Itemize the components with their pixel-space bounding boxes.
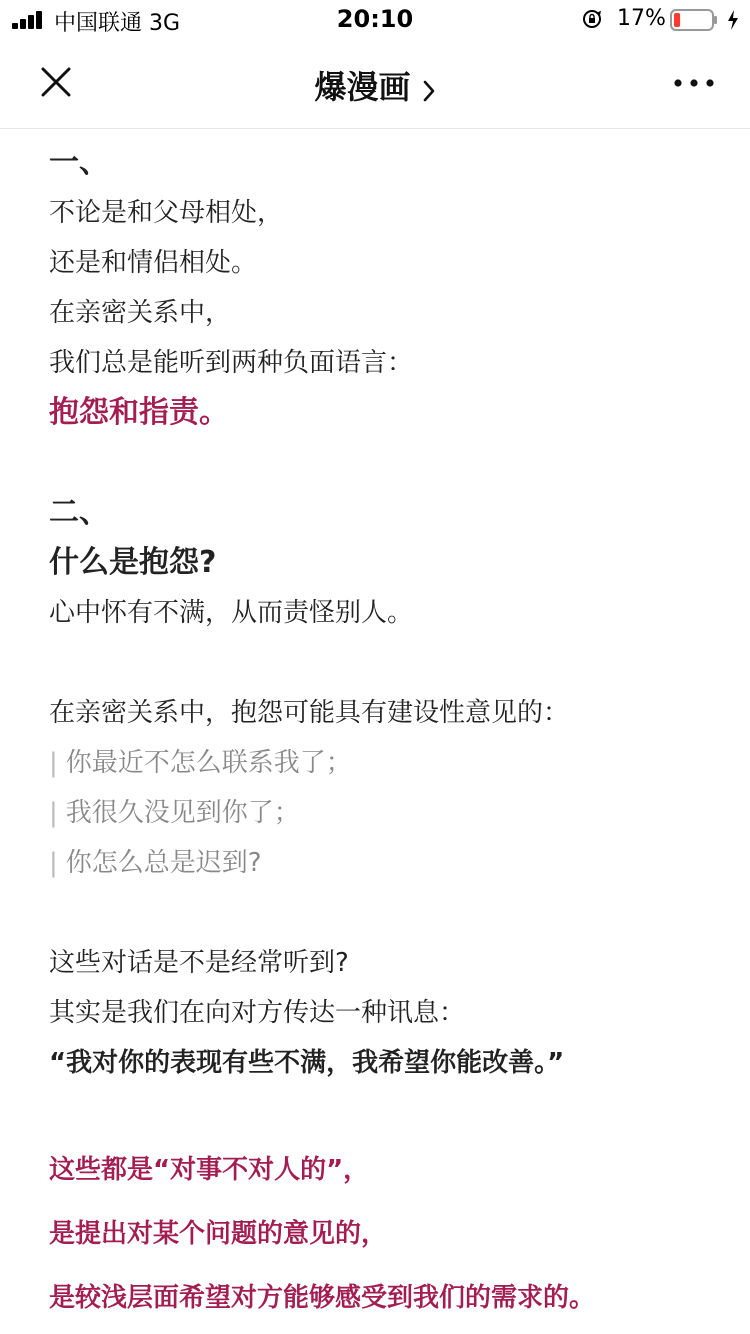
definition-line: 心中怀有不满，从而责怪别人。 [49,598,414,628]
charging-bolt-icon [726,9,740,31]
highlight-text: 抱怨和指责。 [49,395,229,430]
paragraph-line: 不论是和父母相处， [49,198,284,228]
paragraph-line: 我们总是能听到两种负面语言： [49,348,414,378]
battery-percent: 17% [617,6,666,31]
quote-bar: | [49,848,58,878]
intro-line: 在亲密关系中，抱怨可能具有建设性意见的： [49,698,570,728]
quote-line [49,788,719,838]
quote-bar: | [49,798,58,828]
spacer [49,888,719,938]
more-button[interactable] [672,68,716,98]
nav-title-area[interactable] [0,62,750,108]
carrier-label: 中国联通 3G [54,11,181,36]
paragraph-line: 这些对话是不是经常听到? [49,948,349,978]
conclusion-line: 是较浅层面希望对方能够感受到我们的需求的。 [49,1283,596,1313]
quote-text: 你最近不怎么联系我了； [65,748,352,778]
more-dots-icon [674,79,714,87]
spacer [49,638,719,688]
conclusion-line: 是提出对某个问题的意见的， [49,1219,388,1249]
quote-bar: | [49,748,58,778]
spacer [49,438,719,488]
quote-line [49,738,719,788]
quote-text: 我很久没见到你了； [65,798,300,828]
quote-line [49,838,719,888]
section2-question: 什么是抱怨? [49,545,217,580]
status-bar [0,0,750,40]
paragraph-line: 在亲密关系中， [49,298,232,328]
page-title[interactable]: 爆漫画 [314,68,411,106]
nav-bar [0,40,750,129]
status-time: 20:10 [336,5,414,33]
section1-heading: 一、 [49,145,109,180]
paragraph-line: 还是和情侣相处。 [49,248,258,278]
spacer [49,1088,719,1138]
battery-icon [670,9,718,31]
quote-text: 你怎么总是迟到? [65,848,262,878]
paragraph-line: 其实是我们在向对方传达一种讯息： [49,998,466,1028]
article-body [49,138,719,1330]
message-quote: “我对你的表现有些不满，我希望你能改善。” [49,1048,565,1078]
section2-heading: 二、 [49,495,109,530]
rotation-lock-icon [582,9,602,29]
conclusion-line: 这些都是“对事不对人的”， [49,1155,370,1185]
chevron-right-icon [422,79,436,103]
